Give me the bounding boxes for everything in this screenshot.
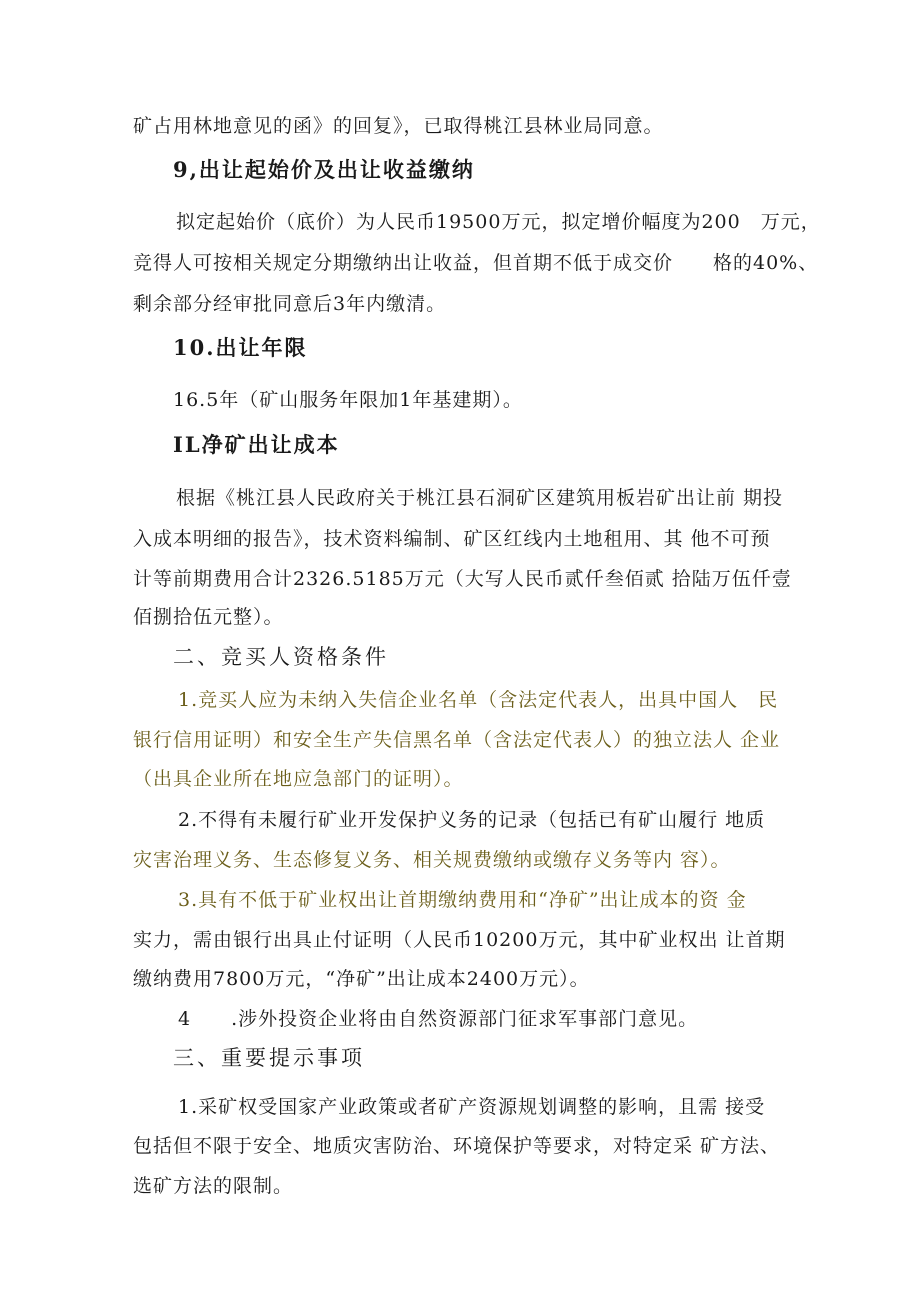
section3-item1-line-1: 1.采矿权受国家产业政策或者矿产资源规划调整的影响，且需 接受 [178,1096,766,1118]
section2-item1-line-1: 1.竞买人应为未纳入失信企业名单（含法定代表人，出具中国人 民 [178,689,779,711]
item9-line-3: 剩余部分经审批同意后3年内缴清。 [133,293,447,315]
item9-line-2: 竞得人可按相关规定分期缴纳出让收益，但首期不低于成交价 格的40%、 [133,252,819,274]
section3-item1-line-3: 选矿方法的限制。 [133,1175,294,1197]
item10-heading: 10.出让年限 [173,335,308,360]
item11-line-1: 根据《桃江县人民政府关于桃江县石洞矿区建筑用板岩矿出让前 期投 [176,487,784,509]
intro-tail-line: 矿占用林地意见的函》的回复》，已取得桃江县林业局同意。 [133,115,664,137]
section2-item4-line-1: 4 .涉外投资企业将由自然资源部门征求军事部门意见。 [178,1008,699,1030]
section2-item3-line-2: 实力，需由银行出具止付证明（人民币10200万元，其中矿业权出 让首期 [133,929,786,951]
item11-line-2: 入成本明细的报告》，技术资料编制、矿区红线内土地租用、其 他不可预 [133,528,771,550]
section2-heading: 二、竞买人资格条件 [173,645,389,669]
section2-item3-line-3: 缴纳费用7800万元，“净矿”出让成本2400万元）。 [133,968,590,990]
item9-line-1: 拟定起始价（底价）为人民币19500万元，拟定增价幅度为200 万元， [176,211,821,233]
item9-heading: 9,出让起始价及出让收益缴纳 [173,157,475,182]
section2-item1-line-3: （出具企业所在地应急部门的证明）。 [133,768,464,790]
section3-item1-line-2: 包括但不限于安全、地质灾害防治、环境保护等要求，对特定采 矿方法、 [133,1135,781,1157]
item11-line-3: 计等前期费用合计2326.5185万元（大写人民币贰仟叁佰贰 拾陆万伍仟壹 [133,568,792,590]
item11-heading: IL净矿出让成本 [173,432,340,457]
section3-heading: 三、重要提示事项 [173,1046,365,1070]
item10-line-1: 16.5年（矿山服务年限加1年基建期）。 [173,389,523,411]
section2-item1-line-2: 银行信用证明）和安全生产失信黑名单（含法定代表人）的独立法人 企业 [133,729,781,751]
item11-line-4: 佰捌拾伍元整）。 [133,606,284,628]
section2-item2-line-2: 灾害治理义务、生态修复义务、相关规费缴纳或缴存义务等内 容）。 [133,849,731,871]
section2-item2-line-1: 2.不得有未履行矿业开发保护义务的记录（包括已有矿山履行 地质 [178,809,766,831]
section2-item3-line-1: 3.具有不低于矿业权出让首期缴纳费用和“净矿”出让成本的资 金 [178,889,747,911]
